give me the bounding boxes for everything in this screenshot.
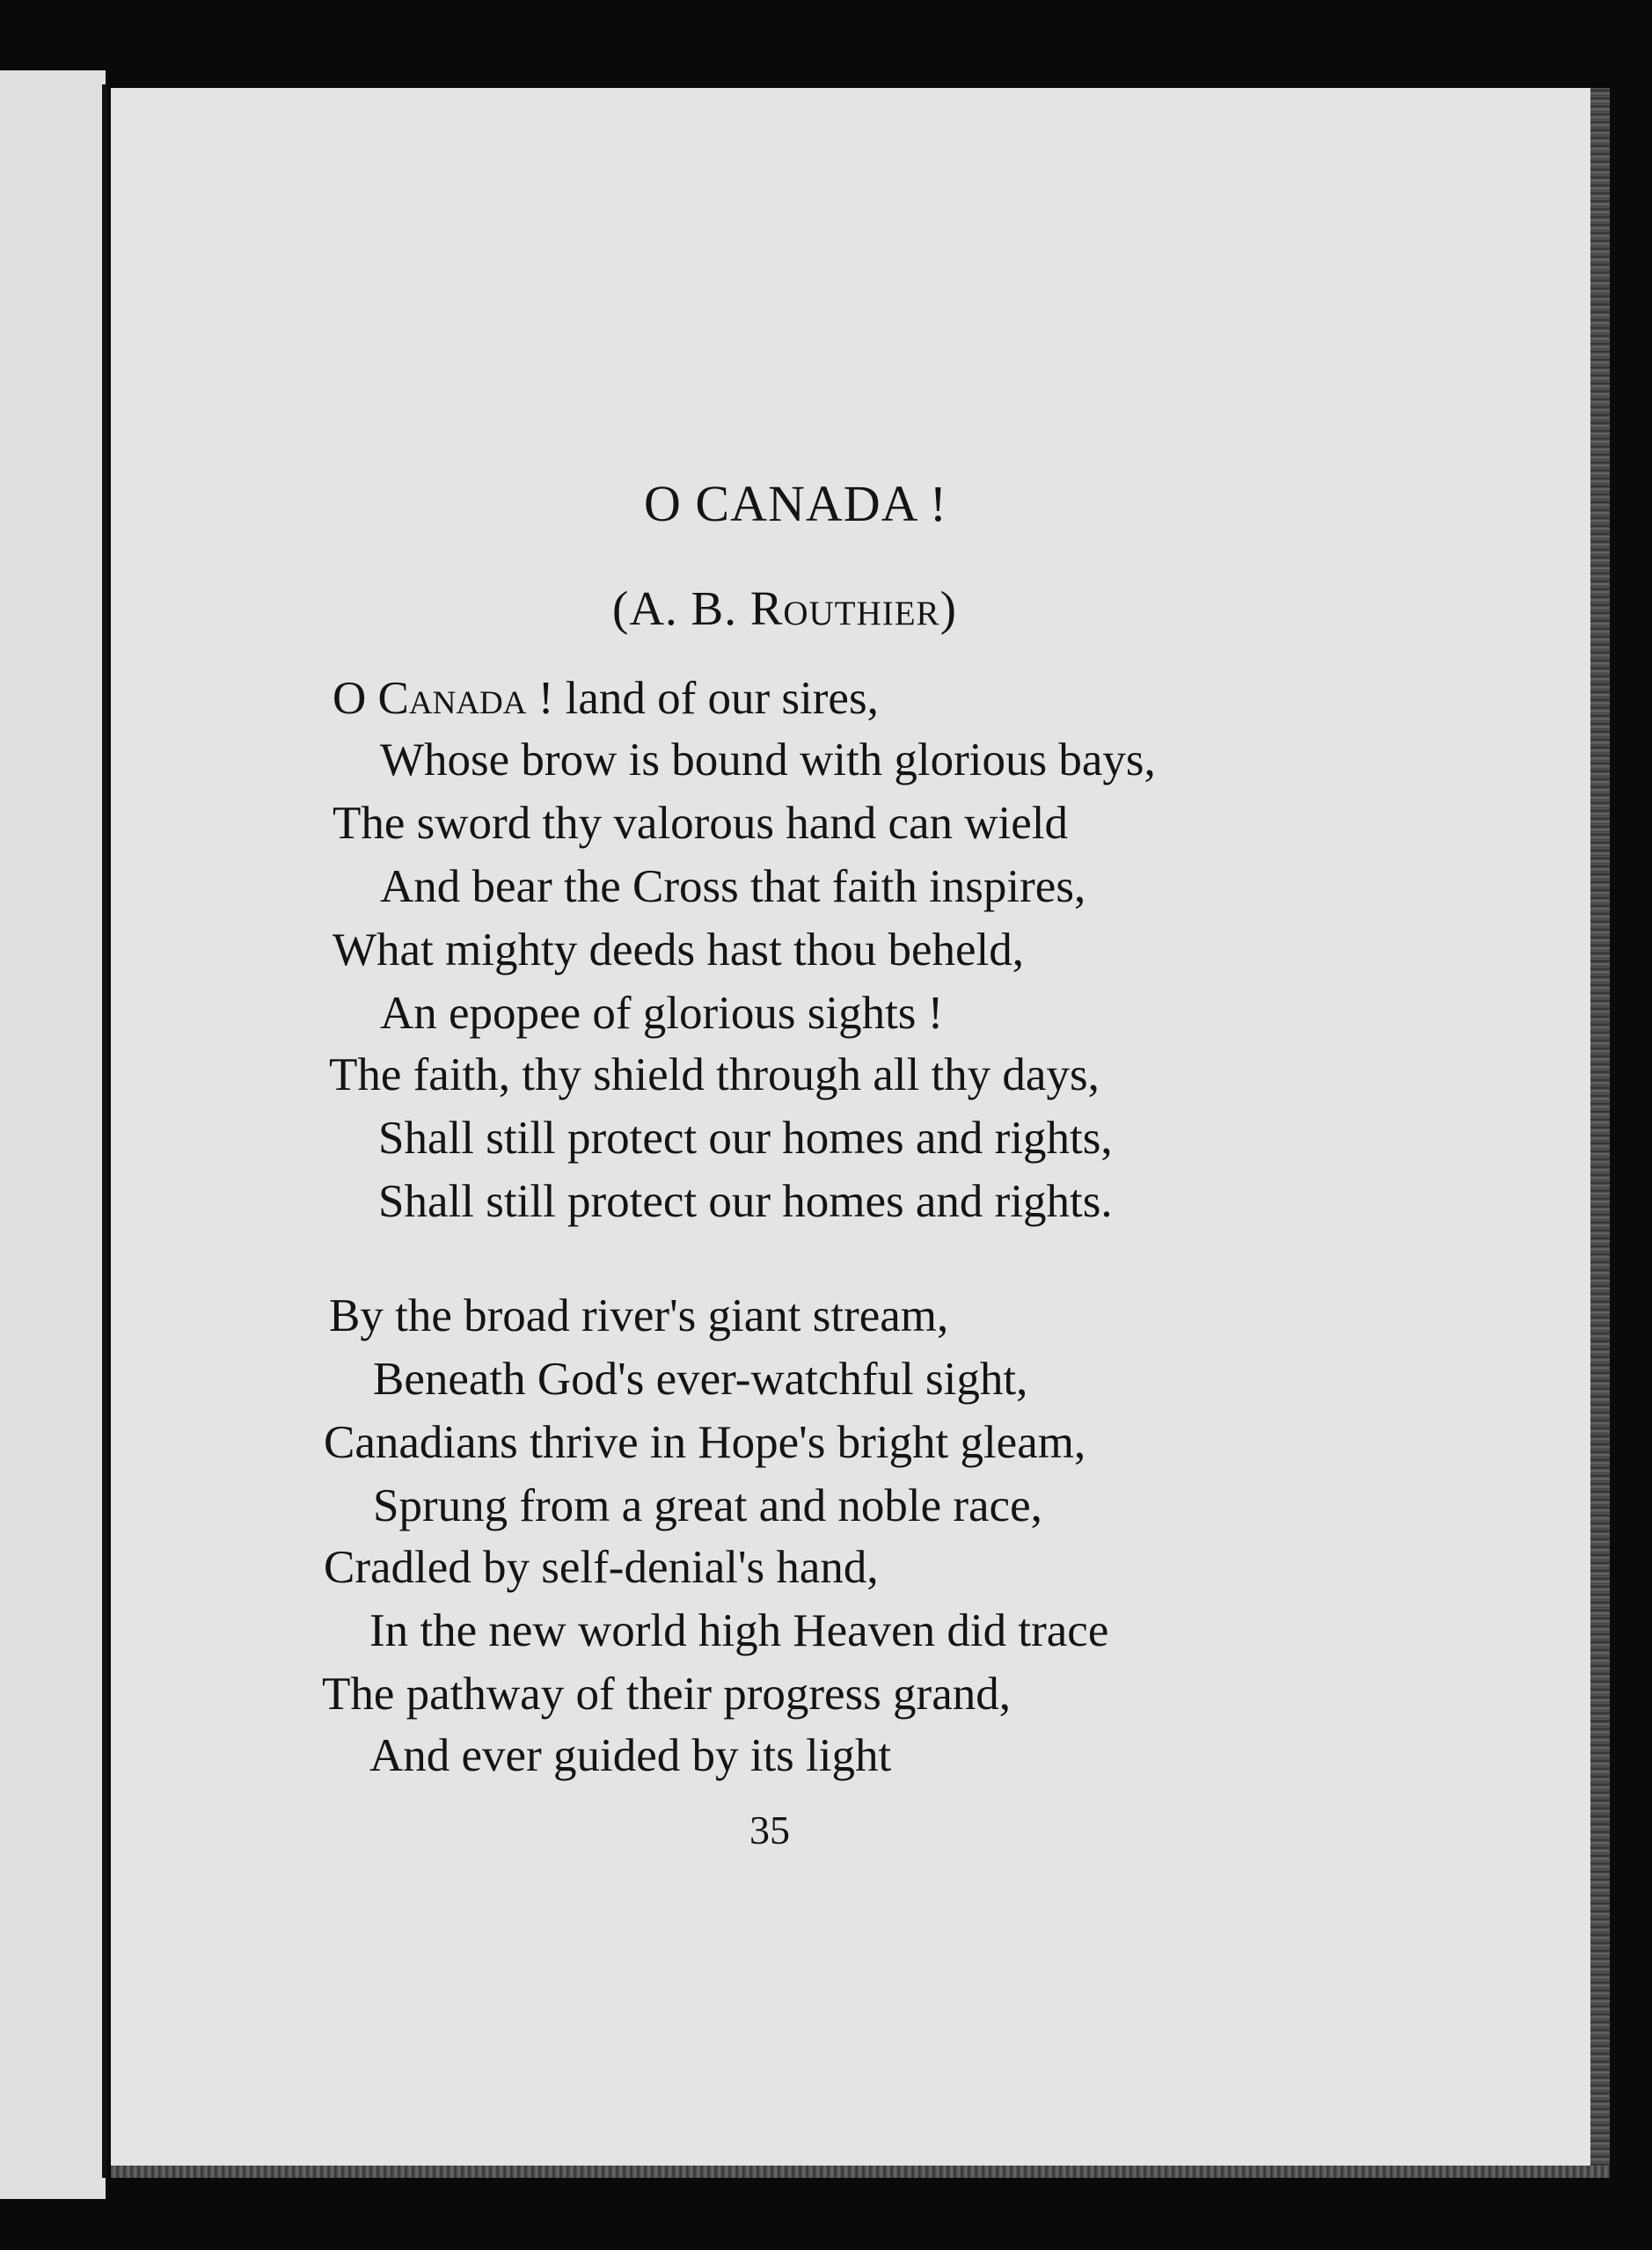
poem-line: Beneath God's ever-watchful sight, bbox=[373, 1354, 1028, 1405]
author-byline bbox=[612, 581, 957, 635]
page-edge-bottom bbox=[111, 2166, 1610, 2178]
page-number: 35 bbox=[749, 1808, 790, 1852]
poem-line-smallcaps: O Canada bbox=[333, 673, 527, 724]
poem-line: In the new world high Heaven did trace bbox=[369, 1605, 1109, 1656]
poem-line: The pathway of their progress grand, bbox=[322, 1669, 1011, 1720]
poem-line: The faith, thy shield through all thy days, bbox=[329, 1049, 1100, 1100]
poem-line: Cradled by self-denial's hand, bbox=[324, 1542, 879, 1593]
page-edge-right bbox=[1590, 88, 1610, 2173]
byline-open: (A. B. bbox=[612, 581, 750, 635]
previous-page bbox=[0, 70, 106, 2199]
poem-line: The sword thy valorous hand can wield bbox=[333, 798, 1069, 849]
poem-line: Canadians thrive in Hope's bright gleam, bbox=[324, 1417, 1086, 1468]
poem-line: And bear the Cross that faith inspires, bbox=[380, 861, 1086, 912]
poem-line: Shall still protect our homes and rights, bbox=[378, 1113, 1113, 1164]
poem-line: And ever guided by its light bbox=[369, 1730, 892, 1781]
poem-line: Shall still protect our homes and rights. bbox=[378, 1176, 1113, 1227]
binding-line bbox=[102, 84, 107, 2178]
poem-line: By the broad river's giant stream, bbox=[329, 1290, 949, 1341]
poem-line-text: ! land of our sires, bbox=[526, 673, 879, 724]
byline-close: ) bbox=[939, 581, 957, 635]
poem-title: O CANADA ! bbox=[644, 475, 948, 532]
poem-line bbox=[333, 673, 879, 724]
poem-line: What mighty deeds hast thou beheld, bbox=[333, 924, 1024, 975]
poem-line: Sprung from a great and noble race, bbox=[373, 1480, 1042, 1531]
byline-author: Routhier bbox=[749, 581, 940, 635]
poem-line: An epopee of glorious sights ! bbox=[380, 988, 944, 1039]
poem-line: Whose brow is bound with glorious bays, bbox=[380, 734, 1156, 785]
